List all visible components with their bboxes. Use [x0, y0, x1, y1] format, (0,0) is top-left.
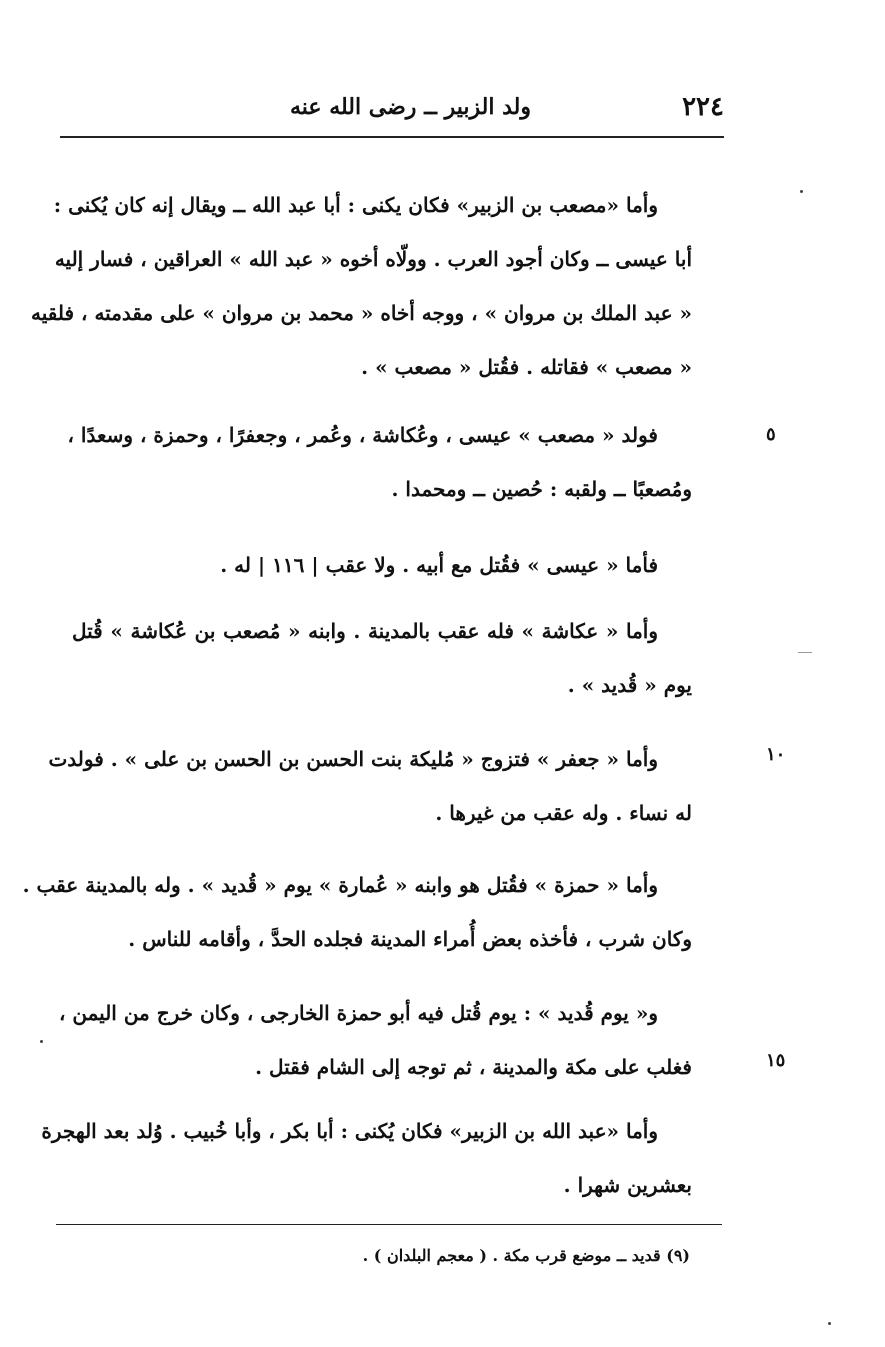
text-line: وأما «مصعب بن الزبير» فكان يكنى : أبا عبد الله ــ ويقال إنه كان يُكنى : [53, 193, 658, 217]
text-line: أبا عيسى ــ وكان أجود العرب . وولّاه أخوه « عبد الله » العراقين ، فسار إليه [54, 247, 692, 271]
scan-speck [828, 1322, 831, 1325]
paragraph-qudayd [58, 986, 692, 1094]
text-line: « عبد الملك بن مروان » ، ووجه أخاه « محمد بن مروان » على مقدمته ، فلقيه [31, 301, 692, 325]
running-title: ولد الزبير ــ رضى الله عنه [290, 94, 532, 120]
text-line: فولد « مصعب » عيسى ، وعُكاشة ، وعُمر ، وجعفرًا ، وحمزة ، وسعدًا ، [67, 423, 658, 447]
text-line: فأما « عيسى » فقُتل مع أبيه . ولا عقب | ١١٦ | له . [220, 553, 658, 577]
footnote-rule [56, 1224, 722, 1225]
text-line: وأما « عكاشة » فله عقب بالمدينة . وابنه « مُصعب بن عُكاشة » قُتل [72, 619, 658, 643]
page-number: ٢٢٤ [682, 92, 724, 122]
paragraph-mus-ab [31, 178, 692, 394]
footnote: (٩) قديد ــ موضع قرب مكة . ( معجم البلدان ) . [362, 1246, 690, 1265]
paragraph-children [67, 408, 692, 516]
header-rule [60, 136, 724, 138]
text-line: « مصعب » فقاتله . فقُتل « مصعب » . [361, 355, 692, 379]
paragraph-abdullah [41, 1104, 692, 1212]
text-line: ومُصعبًا ــ ولقبه : حُصين ــ ومحمدا . [391, 477, 692, 501]
line-number: ٥ [766, 424, 776, 445]
scan-speck [40, 1040, 43, 1043]
paragraph-hamza [22, 858, 692, 966]
margin-mark [798, 652, 812, 653]
paragraph-ukasha [72, 604, 692, 712]
text-line: فغلب على مكة والمدينة ، ثم توجه إلى الشام فقتل . [255, 1055, 692, 1079]
text-line: وكان شرب ، فأخذه بعض أُمراء المدينة فجلده الحدَّ ، وأقامه للناس . [128, 927, 692, 951]
scan-speck [800, 190, 803, 193]
line-number: ١٥ [766, 1050, 786, 1071]
paragraph-isa [72, 538, 692, 592]
text-line: له نساء . وله عقب من غيرها . [435, 801, 692, 825]
page-header [60, 86, 724, 132]
text-line: وأما « جعفر » فتزوج « مُليكة بنت الحسن بن الحسن بن على » . فولدت [48, 747, 658, 771]
text-line: و« يوم قُديد » : يوم قُتل فيه أبو حمزة الخارجى ، وكان خرج من اليمن ، [58, 1001, 658, 1025]
text-line: وأما «عبد الله بن الزبير» فكان يُكنى : أبا بكر ، وأبا خُبيب . وُلد بعد الهجرة [41, 1119, 658, 1143]
line-number: ١٠ [766, 744, 786, 765]
text-line: وأما « حمزة » فقُتل هو وابنه « عُمارة » يوم « قُديد » . وله بالمدينة عقب . [22, 873, 658, 897]
text-line: يوم « قُديد » . [567, 673, 692, 697]
text-line: بعشرين شهرا . [563, 1173, 692, 1197]
paragraph-jafar [48, 732, 692, 840]
